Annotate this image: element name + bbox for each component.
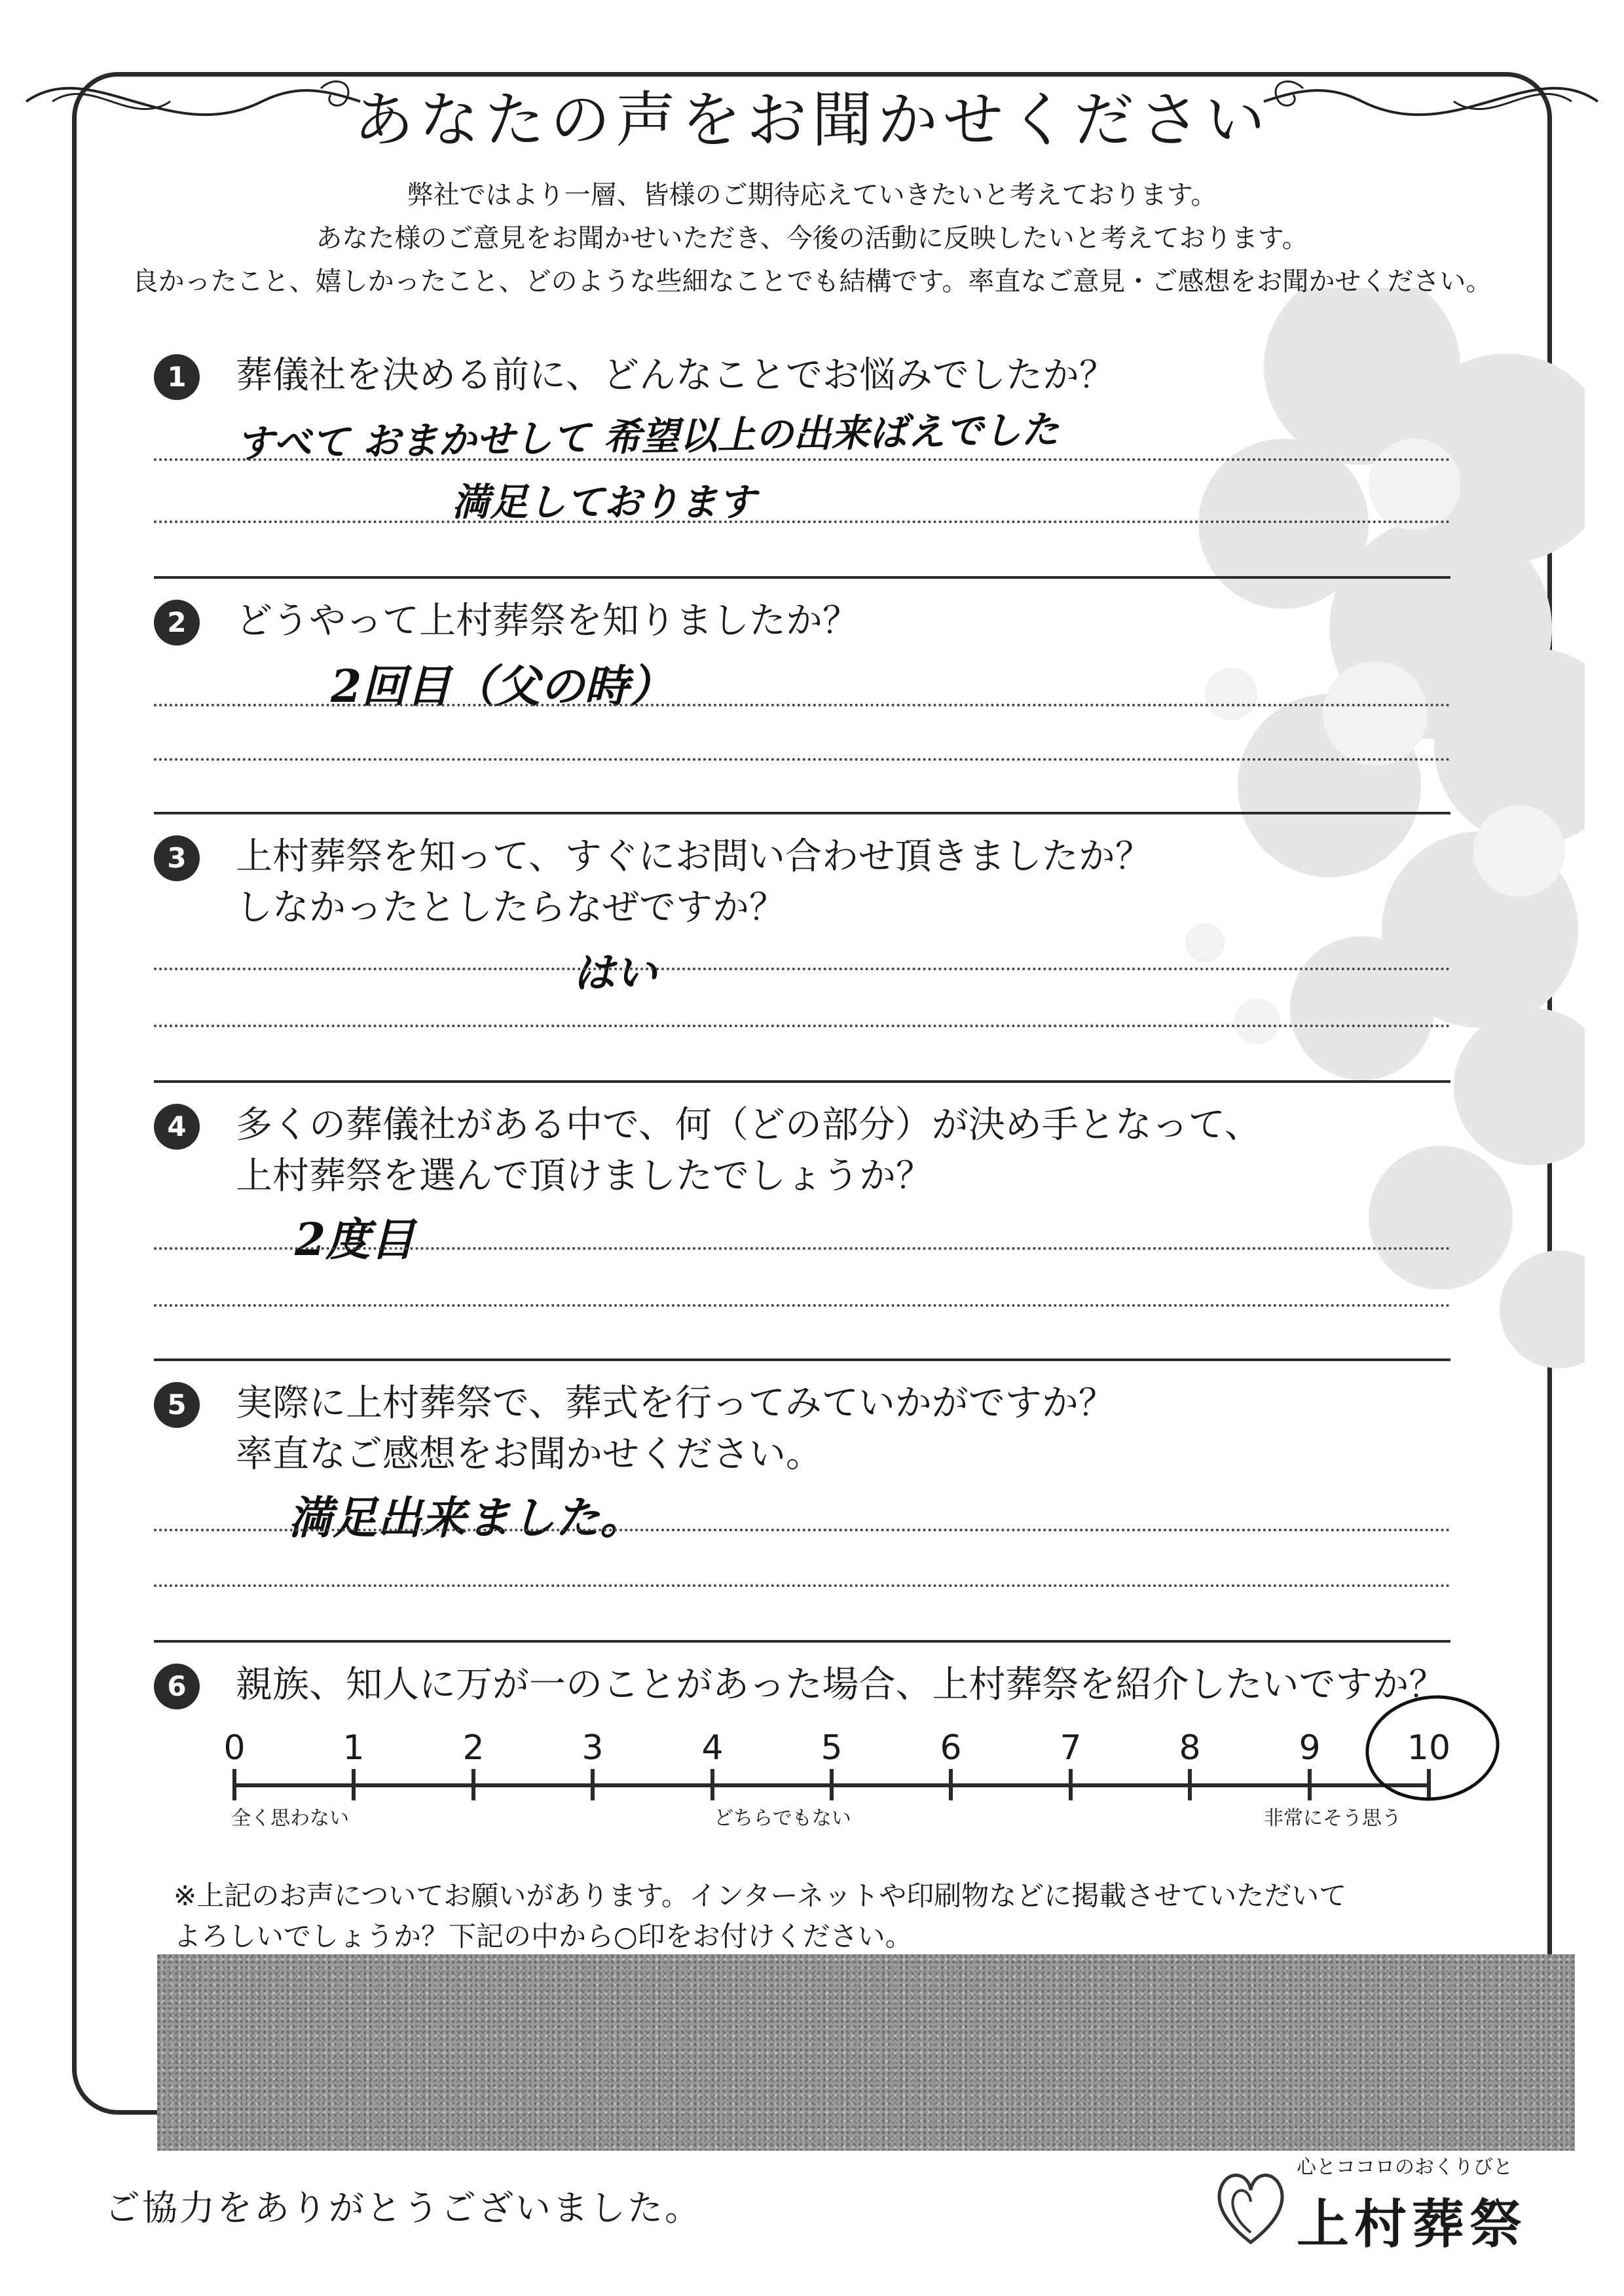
scale-tick-label: 8: [1179, 1728, 1201, 1768]
handwritten-answer: はい: [573, 949, 657, 998]
question-text: どうやって上村葬祭を知りましたか？: [236, 600, 859, 642]
thanks-text: ご協力をありがとうございました。: [105, 2187, 702, 2229]
answer-line: [154, 1304, 1450, 1307]
question-text: 上村葬祭を知って、すぐにお問い合わせ頂きましたか？: [236, 835, 1152, 878]
handwritten-answer: 満足しております: [452, 480, 756, 524]
scale-tick-label: 1: [342, 1728, 365, 1768]
scale-tick: [471, 1769, 475, 1800]
question-1: [154, 350, 1116, 401]
question-number: 3: [154, 835, 200, 881]
note-line: よろしいでしょうか？下記の中から○印をお付けください。: [174, 1920, 913, 1952]
scale-tick: [1308, 1769, 1312, 1800]
question-6: [154, 1660, 1445, 1711]
scale-high-label: 非常にそう思う: [1264, 1807, 1401, 1830]
handwritten-answer: すべて おまかせして 希望以上の出来ばえでした: [235, 407, 1060, 466]
question-text: しなかったとしたらなぜですか？: [236, 886, 786, 929]
question-text: 多くの葬儀社がある中で、何（どの部分）が決め手となって、: [236, 1104, 1261, 1146]
section-divider: [154, 1358, 1450, 1361]
logo-tagline: 心とココロのおくりびと: [1297, 2156, 1513, 2179]
scale-tick: [830, 1769, 834, 1800]
scale-tick-label: 10: [1407, 1728, 1451, 1768]
scale-mid-label: どちらでもない: [714, 1807, 851, 1830]
answer-line: [154, 520, 1450, 523]
answer-line: [154, 1584, 1450, 1587]
answer-line: [154, 1025, 1450, 1027]
scale-tick: [1188, 1769, 1192, 1800]
question-number: 4: [154, 1104, 200, 1150]
question-2: [154, 596, 859, 647]
question-text: 葬儀社を決める前に、どんなことでお悩みでしたか？: [236, 354, 1116, 397]
question-5: [154, 1378, 1115, 1480]
scale-tick-label: 5: [821, 1728, 843, 1768]
handwritten-answer: 2回目（父の時）: [331, 661, 674, 713]
scale-tick-label: 0: [223, 1728, 246, 1768]
answer-line: [154, 758, 1450, 761]
scale-tick: [949, 1769, 953, 1800]
scale-tick: [710, 1769, 714, 1800]
scale-tick-label: 6: [940, 1728, 962, 1768]
scale-tick: [1069, 1769, 1073, 1800]
handwritten-answer: 2度目: [295, 1214, 415, 1266]
note-line: ※上記のお声についてお願いがあります。インターネットや印刷物などに掲載させていただいて: [174, 1880, 1347, 1912]
answer-line: [154, 968, 1450, 970]
handwritten-answer: 満足出来ました。: [288, 1492, 645, 1544]
intro-line: 弊社ではより一層、皆様のご期待応えていきたいと考えております。: [407, 180, 1217, 210]
consent-note: [174, 1876, 1346, 1957]
scale-tick-label: 2: [462, 1728, 485, 1768]
scale-tick: [232, 1769, 236, 1800]
question-text: 率直なご感想をお聞かせください。: [236, 1433, 822, 1476]
question-text: 実際に上村葬祭で、葬式を行ってみていかがですか？: [236, 1382, 1115, 1425]
question-4: [154, 1100, 1261, 1202]
redacted-area: [157, 1954, 1575, 2151]
logo-name: 上村葬祭: [1297, 2194, 1527, 2255]
question-number: 1: [154, 354, 200, 400]
scale-low-label: 全く思わない: [231, 1807, 349, 1830]
page-title: あなたの声をお聞かせください: [353, 85, 1270, 155]
question-number: 5: [154, 1382, 200, 1428]
scale-tick-label: 9: [1299, 1728, 1321, 1768]
clover-background-icon: [1166, 288, 1585, 1401]
scale-tick: [591, 1769, 595, 1800]
question-text: 上村葬祭を選んで頂けましたでしょうか？: [236, 1155, 932, 1197]
intro-line: 良かったこと、嬉しかったこと、どのような些細なことでも結構です。率直なご意見・ご感想をお聞かせください。: [132, 266, 1492, 297]
answer-line: [154, 704, 1450, 706]
scale-tick-label: 3: [581, 1728, 604, 1768]
answer-line: [154, 1247, 1450, 1250]
intro-text: [0, 173, 1624, 303]
answer-line: [154, 1529, 1450, 1531]
intro-line: あなた様のご意見をお聞かせいただき、今後の活動に反映したいと考えております。: [316, 223, 1308, 253]
question-text: 親族、知人に万が一のことがあった場合、上村葬祭を紹介したいですか？: [236, 1664, 1446, 1706]
scale-tick: [352, 1769, 356, 1800]
question-number: 6: [154, 1664, 200, 1709]
company-logo: [1211, 2151, 1539, 2262]
section-divider: [154, 576, 1450, 579]
answer-line: [154, 458, 1450, 461]
heart-logo-icon: [1211, 2164, 1290, 2249]
rating-scale: [223, 1728, 1451, 1833]
question-number: 2: [154, 600, 200, 646]
scale-tick-label: 4: [701, 1728, 724, 1768]
section-divider: [154, 812, 1450, 814]
question-3: [154, 831, 1152, 934]
section-divider: [154, 1080, 1450, 1083]
scale-tick-label: 7: [1060, 1728, 1082, 1768]
section-divider: [154, 1640, 1450, 1643]
